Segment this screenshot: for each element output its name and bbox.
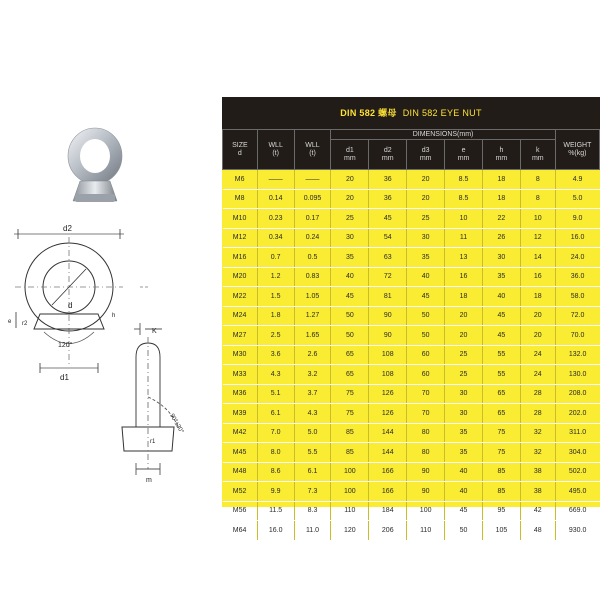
table-cell: 58.0 <box>555 287 599 307</box>
header-dim-h: h mm <box>482 140 520 170</box>
table-cell: 81 <box>369 287 407 307</box>
table-cell: 25 <box>445 365 483 385</box>
label-d: d <box>68 301 73 310</box>
table-cell: 0.7 <box>257 248 294 268</box>
table-cell: 5.1 <box>257 384 294 404</box>
table-cell: 4.3 <box>257 365 294 385</box>
table-cell: 495.0 <box>555 482 599 502</box>
table-cell: 45 <box>445 501 483 521</box>
size-cell: M33 <box>223 365 258 385</box>
table-row <box>223 170 600 190</box>
table-cell: 60 <box>407 365 445 385</box>
table-row <box>223 209 600 229</box>
table-cell: 80 <box>407 423 445 443</box>
size-cell: M20 <box>223 267 258 287</box>
table-cell: 20 <box>331 189 369 209</box>
size-cell: M12 <box>223 228 258 248</box>
table-cell: 20 <box>407 170 445 190</box>
size-cell: M56 <box>223 501 258 521</box>
table-cell: 0.24 <box>294 228 331 248</box>
table-cell: 304.0 <box>555 443 599 463</box>
size-cell: M45 <box>223 443 258 463</box>
table-cell: 65 <box>331 365 369 385</box>
table-cell: 30 <box>407 228 445 248</box>
table-title <box>222 97 600 129</box>
table-cell: 144 <box>369 423 407 443</box>
table-cell: 35 <box>445 443 483 463</box>
table-cell: 50 <box>407 306 445 326</box>
table-cell: 50 <box>331 306 369 326</box>
table-cell: 80 <box>407 443 445 463</box>
size-cell: M30 <box>223 345 258 365</box>
table-cell: 144 <box>369 443 407 463</box>
table-cell: 24 <box>520 365 555 385</box>
table-cell: 184 <box>369 501 407 521</box>
table-cell: 11.0 <box>294 521 331 541</box>
size-cell: M27 <box>223 326 258 346</box>
table-cell: 85 <box>331 443 369 463</box>
table-cell: 108 <box>369 345 407 365</box>
table-row <box>223 345 600 365</box>
size-cell: M42 <box>223 423 258 443</box>
table-cell: 0.17 <box>294 209 331 229</box>
header-wll1: WLL (t) <box>257 130 294 170</box>
table-cell: 4.9 <box>555 170 599 190</box>
header-dimensions: DIMENSIONS(mm) <box>331 130 555 140</box>
label-m: m <box>146 477 152 484</box>
table-cell: 30 <box>445 384 483 404</box>
table-cell: 206 <box>369 521 407 541</box>
table-cell: 1.2 <box>257 267 294 287</box>
table-cell: 130.0 <box>555 365 599 385</box>
table-cell: 0.23 <box>257 209 294 229</box>
header-wll2: WLL (t) <box>294 130 331 170</box>
size-cell: M36 <box>223 384 258 404</box>
table-cell: 208.0 <box>555 384 599 404</box>
table-cell: 3.7 <box>294 384 331 404</box>
header-dim-e: e mm <box>445 140 483 170</box>
table-cell: 1.8 <box>257 306 294 326</box>
table-cell: 0.83 <box>294 267 331 287</box>
table-cell: 0.14 <box>257 189 294 209</box>
table-cell: 30 <box>445 404 483 424</box>
table-cell: 166 <box>369 462 407 482</box>
table-cell: —— <box>257 170 294 190</box>
table-cell: 40 <box>482 287 520 307</box>
size-cell: M39 <box>223 404 258 424</box>
table-cell: 6.1 <box>257 404 294 424</box>
table-cell: 30 <box>331 228 369 248</box>
table-cell: 16 <box>520 267 555 287</box>
table-cell: 7.0 <box>257 423 294 443</box>
table-cell: 85 <box>482 482 520 502</box>
label-h: h <box>112 313 116 319</box>
table-cell: 25 <box>445 345 483 365</box>
table-cell: 8 <box>520 189 555 209</box>
table-cell: 35 <box>482 267 520 287</box>
table-cell: 28 <box>520 384 555 404</box>
title-cn: DIN 582 螺母 <box>340 108 397 118</box>
table-cell: 18 <box>482 170 520 190</box>
table-cell: 100 <box>331 462 369 482</box>
table-cell: 90 <box>407 482 445 502</box>
size-cell: M52 <box>223 482 258 502</box>
table-cell: 13 <box>445 248 483 268</box>
table-cell: 55 <box>482 345 520 365</box>
table-row <box>223 423 600 443</box>
front-view <box>14 229 150 373</box>
table-cell: 6.1 <box>294 462 331 482</box>
label-k: K <box>152 328 157 335</box>
table-cell: 166 <box>369 482 407 502</box>
size-cell: M8 <box>223 189 258 209</box>
size-cell: M6 <box>223 170 258 190</box>
table-cell: 20 <box>331 170 369 190</box>
table-cell: 75 <box>482 423 520 443</box>
table-cell: 32 <box>520 423 555 443</box>
table-cell: 16 <box>445 267 483 287</box>
table-cell: 2.5 <box>257 326 294 346</box>
table-cell: 0.5 <box>294 248 331 268</box>
table-cell: 63 <box>369 248 407 268</box>
table-row <box>223 228 600 248</box>
table-cell: 90 <box>407 462 445 482</box>
label-d1: d1 <box>60 373 69 382</box>
table-cell: 30 <box>482 248 520 268</box>
table-cell: 50 <box>331 326 369 346</box>
table-cell: 70.0 <box>555 326 599 346</box>
table-cell: —— <box>294 170 331 190</box>
table-cell: 10 <box>520 209 555 229</box>
table-cell: 45 <box>331 287 369 307</box>
size-cell: M24 <box>223 306 258 326</box>
table-cell: 55 <box>482 365 520 385</box>
table-cell: 22 <box>482 209 520 229</box>
header-dim-d2: d2 mm <box>369 140 407 170</box>
table-cell: 3.6 <box>257 345 294 365</box>
table-cell: 70 <box>407 404 445 424</box>
table-cell: 8.0 <box>257 443 294 463</box>
table-cell: 100 <box>407 501 445 521</box>
table-cell: 9.9 <box>257 482 294 502</box>
table-cell: 930.0 <box>555 521 599 541</box>
table-cell: 20 <box>520 326 555 346</box>
header-dim-d1: d1 mm <box>331 140 369 170</box>
table-cell: 45 <box>407 287 445 307</box>
table-cell: 110 <box>407 521 445 541</box>
spec-table <box>222 129 600 541</box>
table-cell: 38 <box>520 462 555 482</box>
table-cell: 90 <box>369 326 407 346</box>
header-dim-k: k mm <box>520 140 555 170</box>
table-cell: 75 <box>331 404 369 424</box>
table-cell: 8.3 <box>294 501 331 521</box>
label-r1: r1 <box>150 439 156 445</box>
table-cell: 120 <box>331 521 369 541</box>
table-cell: 70 <box>407 384 445 404</box>
table-cell: 50 <box>445 521 483 541</box>
table-row <box>223 384 600 404</box>
table-row <box>223 521 600 541</box>
table-row <box>223 443 600 463</box>
table-cell: 0.095 <box>294 189 331 209</box>
table-cell: 50 <box>407 326 445 346</box>
size-cell: M64 <box>223 521 258 541</box>
table-cell: 18 <box>482 189 520 209</box>
table-cell: 40 <box>407 267 445 287</box>
table-row <box>223 404 600 424</box>
table-cell: 65 <box>482 404 520 424</box>
table-row <box>223 189 600 209</box>
table-cell: 14 <box>520 248 555 268</box>
table-cell: 24.0 <box>555 248 599 268</box>
table-row <box>223 326 600 346</box>
table-cell: 8.6 <box>257 462 294 482</box>
eye-nut-drawing <box>0 97 222 507</box>
table-cell: 28 <box>520 404 555 424</box>
table-cell: 1.5 <box>257 287 294 307</box>
table-cell: 18 <box>520 287 555 307</box>
table-cell: 45 <box>369 209 407 229</box>
table-cell: 2.6 <box>294 345 331 365</box>
table-cell: 20 <box>520 306 555 326</box>
table-cell: 5.0 <box>555 189 599 209</box>
table-cell: 132.0 <box>555 345 599 365</box>
table-cell: 669.0 <box>555 501 599 521</box>
table-cell: 90 <box>369 306 407 326</box>
product-photo <box>68 128 122 202</box>
side-view <box>122 323 178 475</box>
table-row <box>223 267 600 287</box>
table-cell: 72 <box>369 267 407 287</box>
table-row <box>223 306 600 326</box>
size-cell: M48 <box>223 462 258 482</box>
table-cell: 16.0 <box>555 228 599 248</box>
table-cell: 24 <box>520 345 555 365</box>
table-cell: 0.34 <box>257 228 294 248</box>
table-cell: 36 <box>369 189 407 209</box>
table-cell: 1.27 <box>294 306 331 326</box>
label-d2: d2 <box>63 224 72 233</box>
table-cell: 5.0 <box>294 423 331 443</box>
table-cell: 26 <box>482 228 520 248</box>
table-cell: 65 <box>482 384 520 404</box>
table-cell: 35 <box>445 423 483 443</box>
table-cell: 32 <box>520 443 555 463</box>
table-cell: 35 <box>407 248 445 268</box>
table-cell: 1.05 <box>294 287 331 307</box>
table-cell: 502.0 <box>555 462 599 482</box>
label-r2: r2 <box>22 321 28 327</box>
table-row <box>223 501 600 521</box>
table-cell: 3.2 <box>294 365 331 385</box>
table-cell: 110 <box>331 501 369 521</box>
table-cell: 95 <box>482 501 520 521</box>
table-cell: 5.5 <box>294 443 331 463</box>
table-cell: 20 <box>407 189 445 209</box>
table-cell: 8.5 <box>445 170 483 190</box>
table-cell: 8.5 <box>445 189 483 209</box>
table-cell: 9.0 <box>555 209 599 229</box>
table-cell: 40 <box>445 462 483 482</box>
table-row <box>223 365 600 385</box>
header-dim-d3: d3 mm <box>407 140 445 170</box>
table-cell: 36 <box>369 170 407 190</box>
table-cell: 20 <box>445 306 483 326</box>
table-cell: 1.65 <box>294 326 331 346</box>
table-cell: 40 <box>331 267 369 287</box>
table-cell: 36.0 <box>555 267 599 287</box>
table-row <box>223 462 600 482</box>
size-cell: M16 <box>223 248 258 268</box>
table-cell: 12 <box>520 228 555 248</box>
table-cell: 45 <box>482 326 520 346</box>
table-cell: 60 <box>407 345 445 365</box>
table-row <box>223 248 600 268</box>
table-cell: 8 <box>520 170 555 190</box>
table-row <box>223 287 600 307</box>
header-size: SIZE d <box>223 130 258 170</box>
table-cell: 45 <box>482 306 520 326</box>
table-cell: 11.5 <box>257 501 294 521</box>
table-cell: 202.0 <box>555 404 599 424</box>
table-cell: 16.0 <box>257 521 294 541</box>
table-cell: 18 <box>445 287 483 307</box>
table-cell: 38 <box>520 482 555 502</box>
table-cell: 25 <box>407 209 445 229</box>
table-cell: 4.3 <box>294 404 331 424</box>
label-angle: 120° <box>58 342 73 349</box>
table-row <box>223 482 600 502</box>
size-cell: M10 <box>223 209 258 229</box>
label-e: e <box>8 319 12 325</box>
table-cell: 54 <box>369 228 407 248</box>
table-cell: 311.0 <box>555 423 599 443</box>
table-cell: 65 <box>331 345 369 365</box>
table-cell: 42 <box>520 501 555 521</box>
table-cell: 108 <box>369 365 407 385</box>
table-cell: 126 <box>369 404 407 424</box>
label-thread-angle: 90°±30° <box>168 413 185 435</box>
table-cell: 11 <box>445 228 483 248</box>
table-cell: 100 <box>331 482 369 502</box>
table-cell: 40 <box>445 482 483 502</box>
table-cell: 35 <box>331 248 369 268</box>
title-en: DIN 582 EYE NUT <box>402 108 482 118</box>
table-cell: 10 <box>445 209 483 229</box>
header-weight: WEIGHT %(kg) <box>555 130 599 170</box>
table-cell: 85 <box>331 423 369 443</box>
table-cell: 126 <box>369 384 407 404</box>
table-cell: 48 <box>520 521 555 541</box>
table-cell: 85 <box>482 462 520 482</box>
table-cell: 75 <box>331 384 369 404</box>
table-cell: 7.3 <box>294 482 331 502</box>
size-cell: M22 <box>223 287 258 307</box>
table-cell: 105 <box>482 521 520 541</box>
table-cell: 72.0 <box>555 306 599 326</box>
table-cell: 20 <box>445 326 483 346</box>
table-cell: 25 <box>331 209 369 229</box>
table-cell: 75 <box>482 443 520 463</box>
